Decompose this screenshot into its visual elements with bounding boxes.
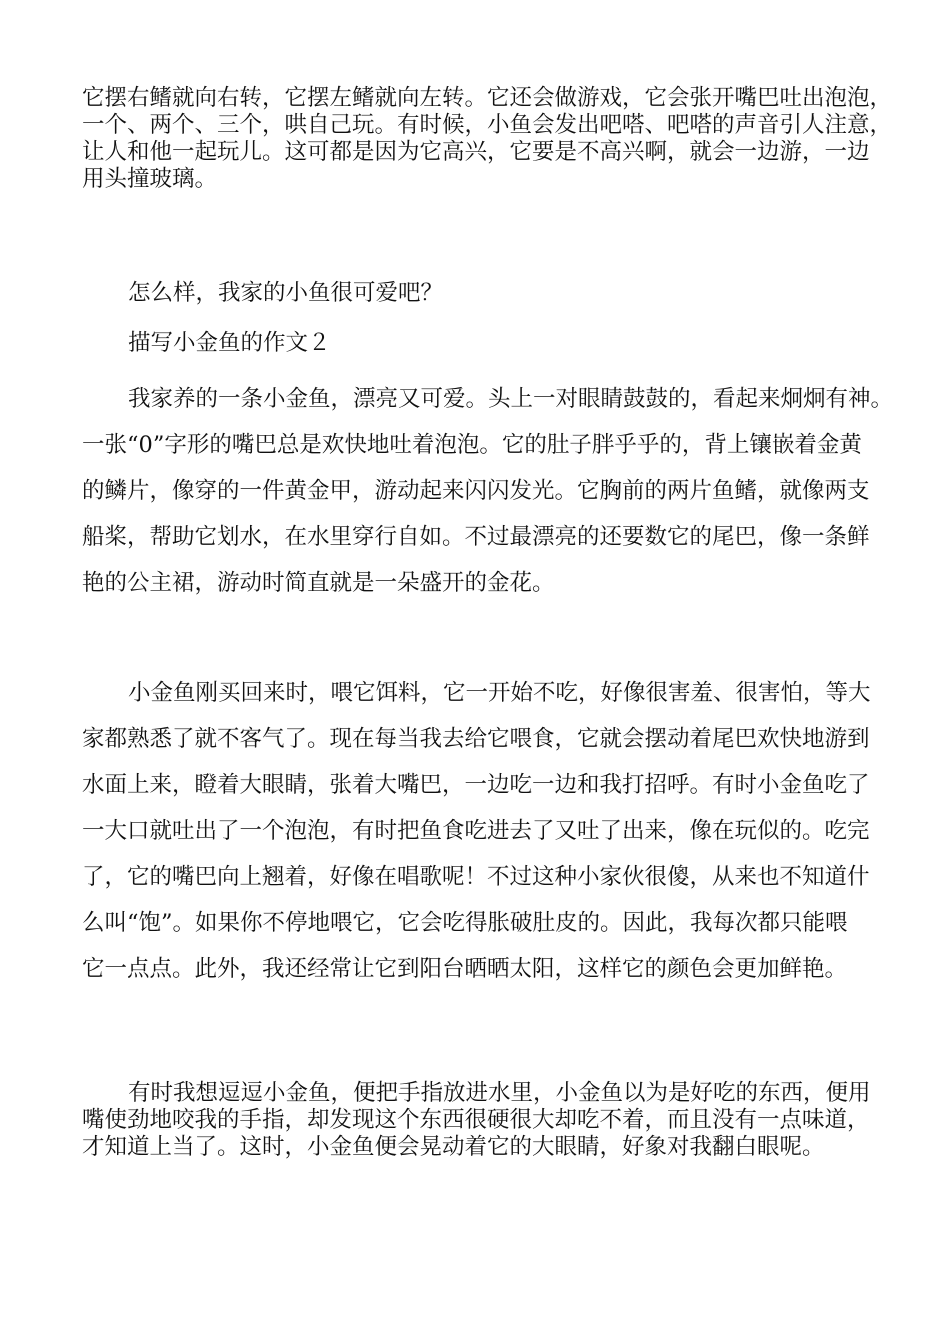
text-line: 它一点点。此外，我还经常让它到阳台晒晒太阳，这样它的颜色会更加鲜艳。 [82,956,848,982]
paragraph-finger-trick [82,1080,892,1161]
text-line: 有时我想逗逗小金鱼，便把手指放进水里，小金鱼以为是好吃的东西，便用 [128,1080,871,1106]
paragraph-goldfish-play [82,85,892,193]
text-line: 一大口就吐出了一个泡泡，有时把鱼食吃进去了又吐了出来，像在玩似的。吃完 [82,818,870,844]
text-line: 用头撞玻璃。 [82,166,218,192]
text-line: 它摆右鳍就向右转，它摆左鳍就向左转。它还会做游戏，它会张开嘴巴吐出泡泡， [82,85,893,111]
text-line: 一张“0”字形的嘴巴总是欢快地吐着泡泡。它的肚子胖乎乎的，背上镶嵌着金黄 [82,432,862,458]
text-line: 一个、两个、三个，哄自己玩。有时候，小鱼会发出吧嗒、吧嗒的声音引人注意， [82,112,893,138]
text-line: 船桨，帮助它划水，在水里穿行自如。不过最漂亮的还要数它的尾巴，像一条鲜 [82,524,870,550]
text-line: 了，它的嘴巴向上翘着，好像在唱歌呢！不过这种小家伙很傻，从来也不知道什 [82,864,870,890]
text-line: 嘴使劲地咬我的手指，却发现这个东西很硬很大却吃不着，而且没有一点味道， [82,1107,870,1133]
text-line: 的鳞片，像穿的一件黄金甲，游动起来闪闪发光。它胸前的两片鱼鳍，就像两支 [82,478,870,504]
text-line: 我家养的一条小金鱼，漂亮又可爱。头上一对眼睛鼓鼓的，看起来炯炯有神。 [128,386,894,412]
section-title [82,330,892,357]
text-line: 么叫“饱”。如果你不停地喂它，它会吃得胀破肚皮的。因此，我每次都只能喂 [82,910,848,936]
text-line: 才知道上当了。这时，小金鱼便会晃动着它的大眼睛，好象对我翻白眼呢。 [82,1134,825,1160]
text-line: 水面上来，瞪着大眼睛，张着大嘴巴，一边吃一边和我打招呼。有时小金鱼吃了 [82,772,870,798]
text-line: 小金鱼刚买回来时，喂它饵料，它一开始不吃，好像很害羞、很害怕，等大 [128,680,871,706]
text-line: 家都熟悉了就不客气了。现在每当我去给它喂食，它就会摆动着尾巴欢快地游到 [82,726,870,752]
text-line: 艳的公主裙，游动时简直就是一朵盛开的金花。 [82,570,555,596]
paragraph-cute-fish [82,280,892,307]
text-line: 让人和他一起玩儿。这可都是因为它高兴，它要是不高兴啊，就会一边游，一边 [82,139,870,165]
text-line: 怎么样，我家的小鱼很可爱吧？ [128,280,444,306]
essay-title: 描写小金鱼的作文２ [128,330,331,356]
paragraph-fish-appearance [82,376,892,606]
paragraph-feeding-fish [82,670,892,992]
